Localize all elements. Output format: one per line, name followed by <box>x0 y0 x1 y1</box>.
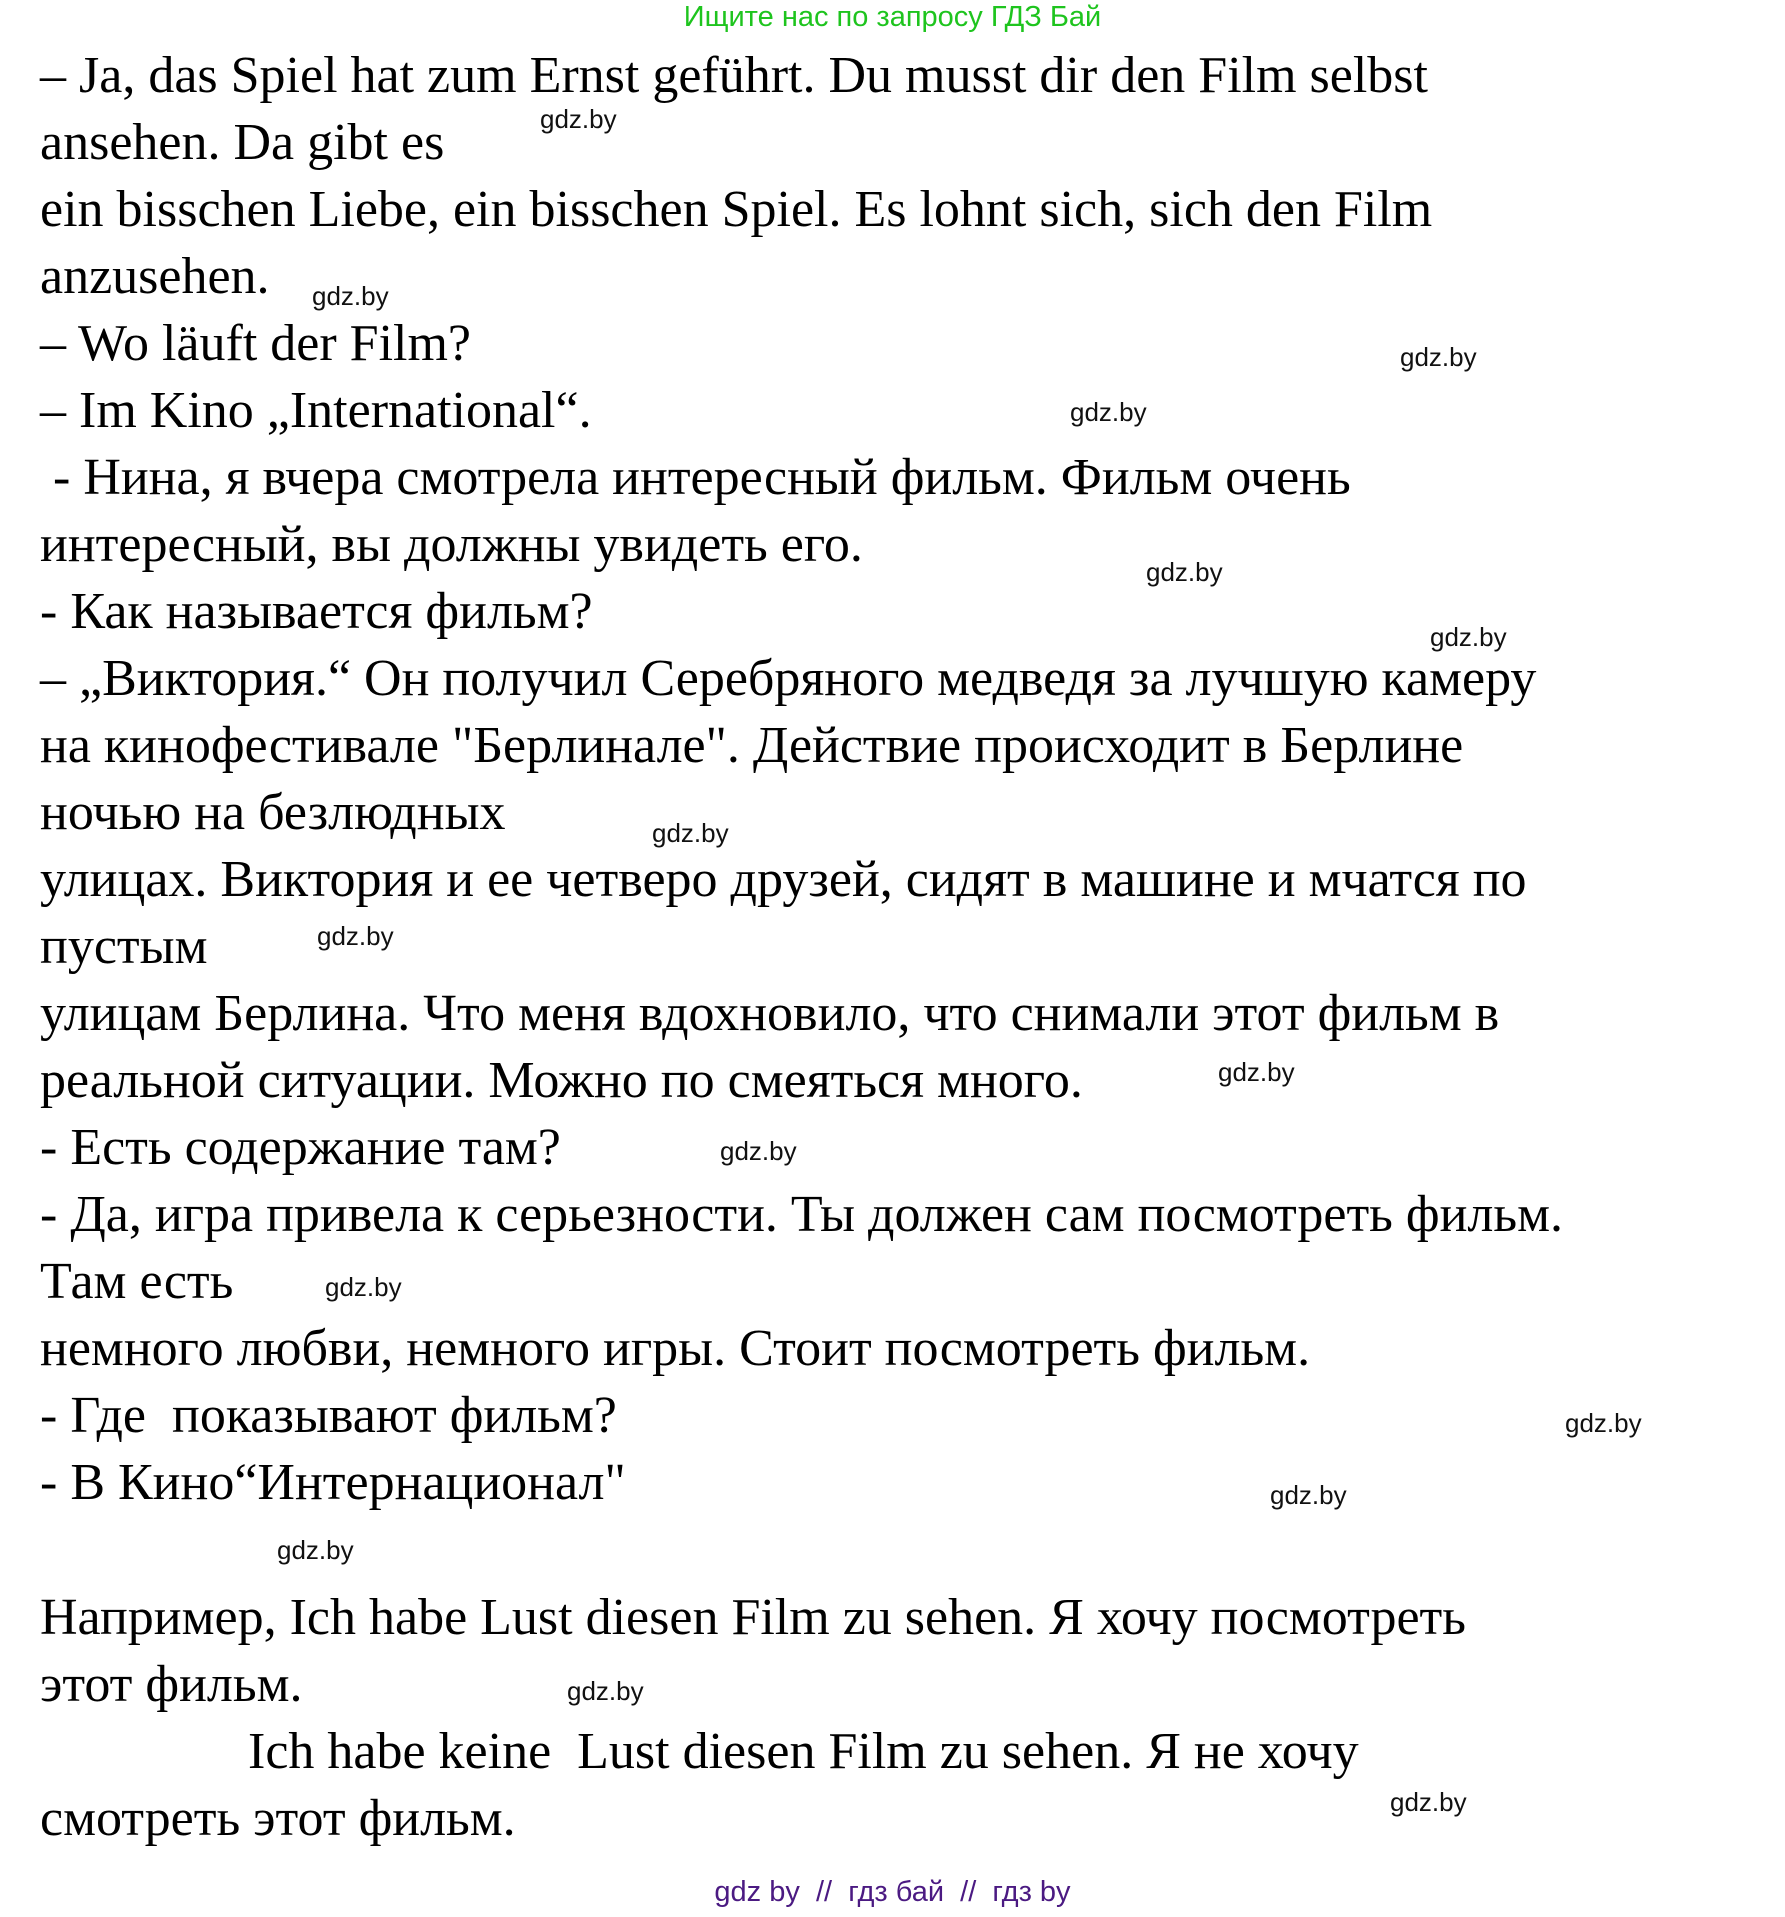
watermark: gdz.by <box>567 1676 644 1706</box>
footer-links: gdz by // гдз бай // гдз by <box>714 1876 1071 1908</box>
text-line: - Где показывают фильм? <box>40 1387 617 1444</box>
watermark: gdz.by <box>277 1535 354 1565</box>
text-line: реальной ситуации. Можно по смеяться много. <box>40 1052 1083 1109</box>
watermark: gdz.by <box>1390 1787 1467 1817</box>
text-line: – „Виктория.“ Он получил Серебряного медведя за лучшую камеру <box>40 650 1537 707</box>
text-line: - В Кино“Интернационал" <box>40 1454 626 1511</box>
watermark: gdz.by <box>1270 1480 1347 1510</box>
text-line: – Ja, das Spiel hat zum Ernst geführt. Du musst dir den Film selbst <box>40 47 1428 104</box>
watermark: gdz.by <box>1400 342 1477 372</box>
text-line: ein bisschen Liebe, ein bisschen Spiel. Es lohnt sich, sich den Film <box>40 181 1433 238</box>
text-line: улицам Берлина. Что меня вдохновило, что снимали этот фильм в <box>40 985 1500 1042</box>
text-line: – Im Kino „International“. <box>40 382 592 439</box>
watermark: gdz.by <box>1430 622 1507 652</box>
text-line: улицах. Виктория и ее четверо друзей, сидят в машине и мчатся по <box>40 851 1527 908</box>
text-line: Там есть <box>40 1253 234 1310</box>
text-line: этот фильм. <box>40 1656 303 1713</box>
watermark: gdz.by <box>720 1136 797 1166</box>
watermark: gdz.by <box>1218 1057 1295 1087</box>
text-line: - Как называется фильм? <box>40 583 593 640</box>
text-line: - Да, игра привела к серьезности. Ты должен сам посмотреть фильм. <box>40 1186 1563 1243</box>
watermark: gdz.by <box>312 281 389 311</box>
text-line: немного любви, немного игры. Стоит посмотреть фильм. <box>40 1320 1311 1377</box>
watermark: gdz.by <box>540 104 617 134</box>
watermark: gdz.by <box>652 818 729 848</box>
text-line: пустым <box>40 918 208 975</box>
text-line: - Есть содержание там? <box>40 1119 561 1176</box>
text-line: Ich habe keine Lust diesen Film zu sehen. Я не хочу <box>40 1723 1359 1780</box>
text-line: – Wo läuft der Film? <box>40 315 472 372</box>
text-line: на кинофестивале "Берлинале". Действие происходит в Берлине <box>40 717 1464 774</box>
text-line: интересный, вы должны увидеть его. <box>40 516 863 573</box>
text-line: Например, Ich habe Lust diesen Film zu sehen. Я хочу посмотреть <box>40 1589 1466 1646</box>
text-line: смотреть этот фильм. <box>40 1790 516 1847</box>
text-line: anzusehen. <box>40 248 270 305</box>
text-line: - Нина, я вчера смотрела интересный фильм. Фильм очень <box>40 449 1351 506</box>
watermark: gdz.by <box>317 921 394 951</box>
search-banner: Ищите нас по запросу ГДЗ Бай <box>683 1 1102 33</box>
text-line: ночью на безлюдных <box>40 784 506 841</box>
watermark: gdz.by <box>1146 557 1223 587</box>
text-line: ansehen. Da gibt es <box>40 114 445 171</box>
watermark: gdz.by <box>325 1272 402 1302</box>
watermark: gdz.by <box>1565 1408 1642 1438</box>
watermark: gdz.by <box>1070 397 1147 427</box>
